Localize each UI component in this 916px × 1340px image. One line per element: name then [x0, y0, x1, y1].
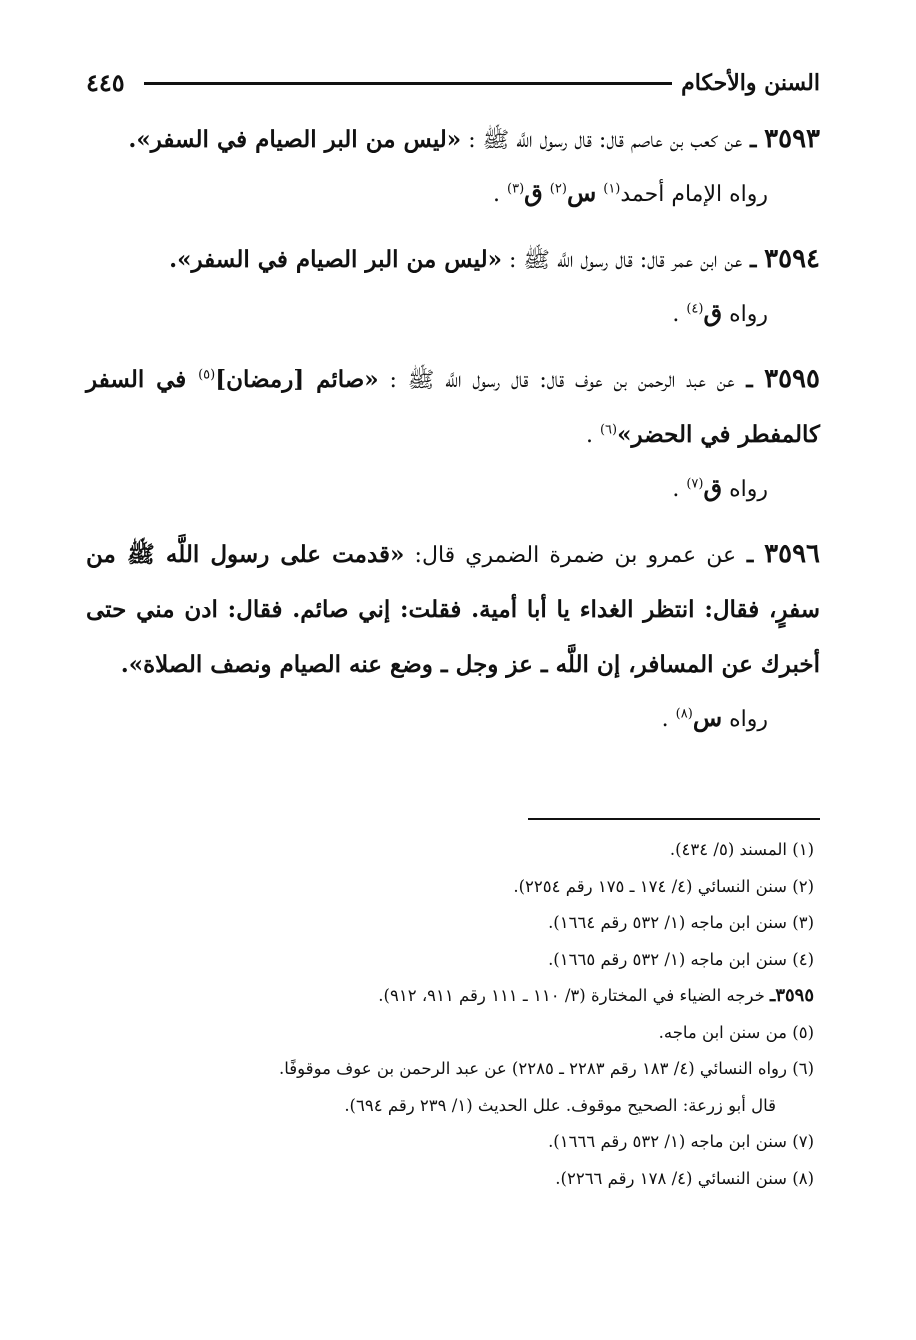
footnote-1: (١) المسند (٥/ ٤٣٤).	[669, 840, 814, 859]
footnote-ref[interactable]: (٢)	[549, 181, 567, 197]
hadith-matn: «قدمت على رسول اللَّه ﷺ من سفرٍ، فقال: انتظر الغداء يا أبا أمية. فقلت: إني صائم. فقال: ادن مني حتى أخبرك عن المسافر، إن اللَّه ـ عز وجل ـ وضع عنه الصيام ونصف الصلاة».	[86, 541, 820, 678]
hadith-number: ٣٥٩٤	[764, 244, 820, 274]
source-symbol: س	[566, 178, 597, 207]
number-dash: ـ	[736, 542, 765, 568]
hadith-intro: عن ابن عمر قال: قال رسول اللَّه ﷺ :	[508, 248, 743, 273]
hadith-matn: «صائم [رمضان]	[215, 366, 379, 393]
main-text	[86, 112, 820, 757]
riwaya-lead: رواه	[729, 477, 768, 502]
number-dash: ـ	[742, 247, 765, 273]
riwaya-lead: رواه الإمام أحمد	[620, 182, 768, 207]
riwaya-line	[86, 168, 820, 220]
riwaya-lead: رواه	[729, 302, 768, 327]
footnote-2: (٢) سنن النسائي (٤/ ١٧٤ ـ ١٧٥ رقم ٢٢٥٤).	[513, 876, 814, 896]
riwaya-line	[86, 288, 820, 340]
hadith-3594	[86, 232, 820, 340]
page-header	[86, 66, 820, 100]
hadith-matn-cont: في السفر كالمفطر في الحضر»	[86, 366, 820, 448]
footnote-ref[interactable]: (٨)	[675, 706, 693, 722]
hadith-number: ٣٥٩٦	[764, 539, 820, 569]
footnote-6: (٦) رواه النسائي (٤/ ١٨٣ رقم ٢٢٨٣ ـ ٢٢٨٥) عن عبد الرحمن بن عوف موقوفًا.	[279, 1059, 814, 1078]
hadith-text	[86, 527, 820, 693]
riwaya-lead: رواه	[729, 707, 768, 732]
footnote-ref[interactable]: (١)	[603, 181, 621, 197]
hadith-matn: «ليس من البر الصيام في السفر».	[128, 126, 462, 153]
footnote-6-continued: قال أبو زرعة: الصحيح موقوف. علل الحديث (١/ ٢٣٩ رقم ٦٩٤).	[344, 1095, 776, 1115]
riwaya-end: .	[672, 302, 687, 327]
footnote-hadith-number: ٣٥٩٥ـ	[770, 985, 814, 1006]
book-title: السنن والأحكام	[681, 70, 820, 96]
footnote-4: (٤) سنن ابن ماجه (١/ ٥٣٢ رقم ١٦٦٥).	[548, 949, 814, 969]
footnote-ref[interactable]: (٧)	[686, 476, 704, 492]
hadith-intro: عن عبد الرحمن بن عوف قال: قال رسول اللَّه ﷺ :	[389, 368, 735, 393]
number-dash: ـ	[734, 367, 765, 393]
hadith-3596	[86, 527, 820, 745]
footnote-ref[interactable]: (٥)	[198, 367, 216, 383]
footnote-ref[interactable]: (٤)	[686, 301, 704, 317]
riwaya-end: .	[661, 707, 676, 732]
riwaya-line	[86, 693, 820, 745]
hadith-text	[86, 352, 820, 463]
hadith-number: ٣٥٩٣	[764, 124, 820, 154]
source-symbol: ق	[703, 473, 723, 502]
source-symbol: ق	[524, 178, 543, 207]
footnotes	[86, 832, 814, 1197]
footnote-text: خرجه الضياء في المختارة (٣/ ١١٠ ـ ١١١ رقم ٩١١، ٩١٢).	[378, 986, 771, 1005]
footnote-3: (٣) سنن ابن ماجه (١/ ٥٣٢ رقم ١٦٦٤).	[548, 913, 814, 932]
hadith-text	[86, 112, 820, 168]
hadith-tail: .	[585, 423, 600, 448]
number-dash: ـ	[742, 127, 765, 153]
hadith-matn: «ليس من البر الصيام في السفر».	[169, 246, 502, 273]
footnote-3595	[86, 978, 814, 1015]
header-rule	[144, 82, 672, 85]
footnote-5: (٥) من سنن ابن ماجه.	[658, 1022, 814, 1042]
hadith-intro: عن كعب بن عاصم قال: قال رسول اللَّه ﷺ :	[468, 128, 743, 153]
footnote-ref[interactable]: (٦)	[599, 422, 618, 438]
source-symbol: ق	[703, 298, 723, 327]
footnote-separator	[528, 818, 820, 820]
riwaya-end: .	[493, 182, 508, 207]
hadith-3593	[86, 112, 820, 220]
riwaya-end: .	[672, 477, 687, 502]
hadith-number: ٣٥٩٥	[764, 364, 820, 394]
riwaya-line	[86, 463, 820, 515]
source-symbol: س	[692, 703, 723, 732]
page-number: ٤٤٥	[86, 68, 125, 97]
hadith-intro: عن عمرو بن ضمرة الضمري قال:	[414, 543, 737, 568]
footnote-7: (٧) سنن ابن ماجه (١/ ٥٣٢ رقم ١٦٦٦).	[548, 1132, 814, 1151]
footnote-ref[interactable]: (٣)	[507, 181, 525, 197]
footnote-8: (٨) سنن النسائي (٤/ ١٧٨ رقم ٢٢٦٦).	[555, 1168, 814, 1188]
hadith-text	[86, 232, 820, 288]
hadith-3595	[86, 352, 820, 515]
